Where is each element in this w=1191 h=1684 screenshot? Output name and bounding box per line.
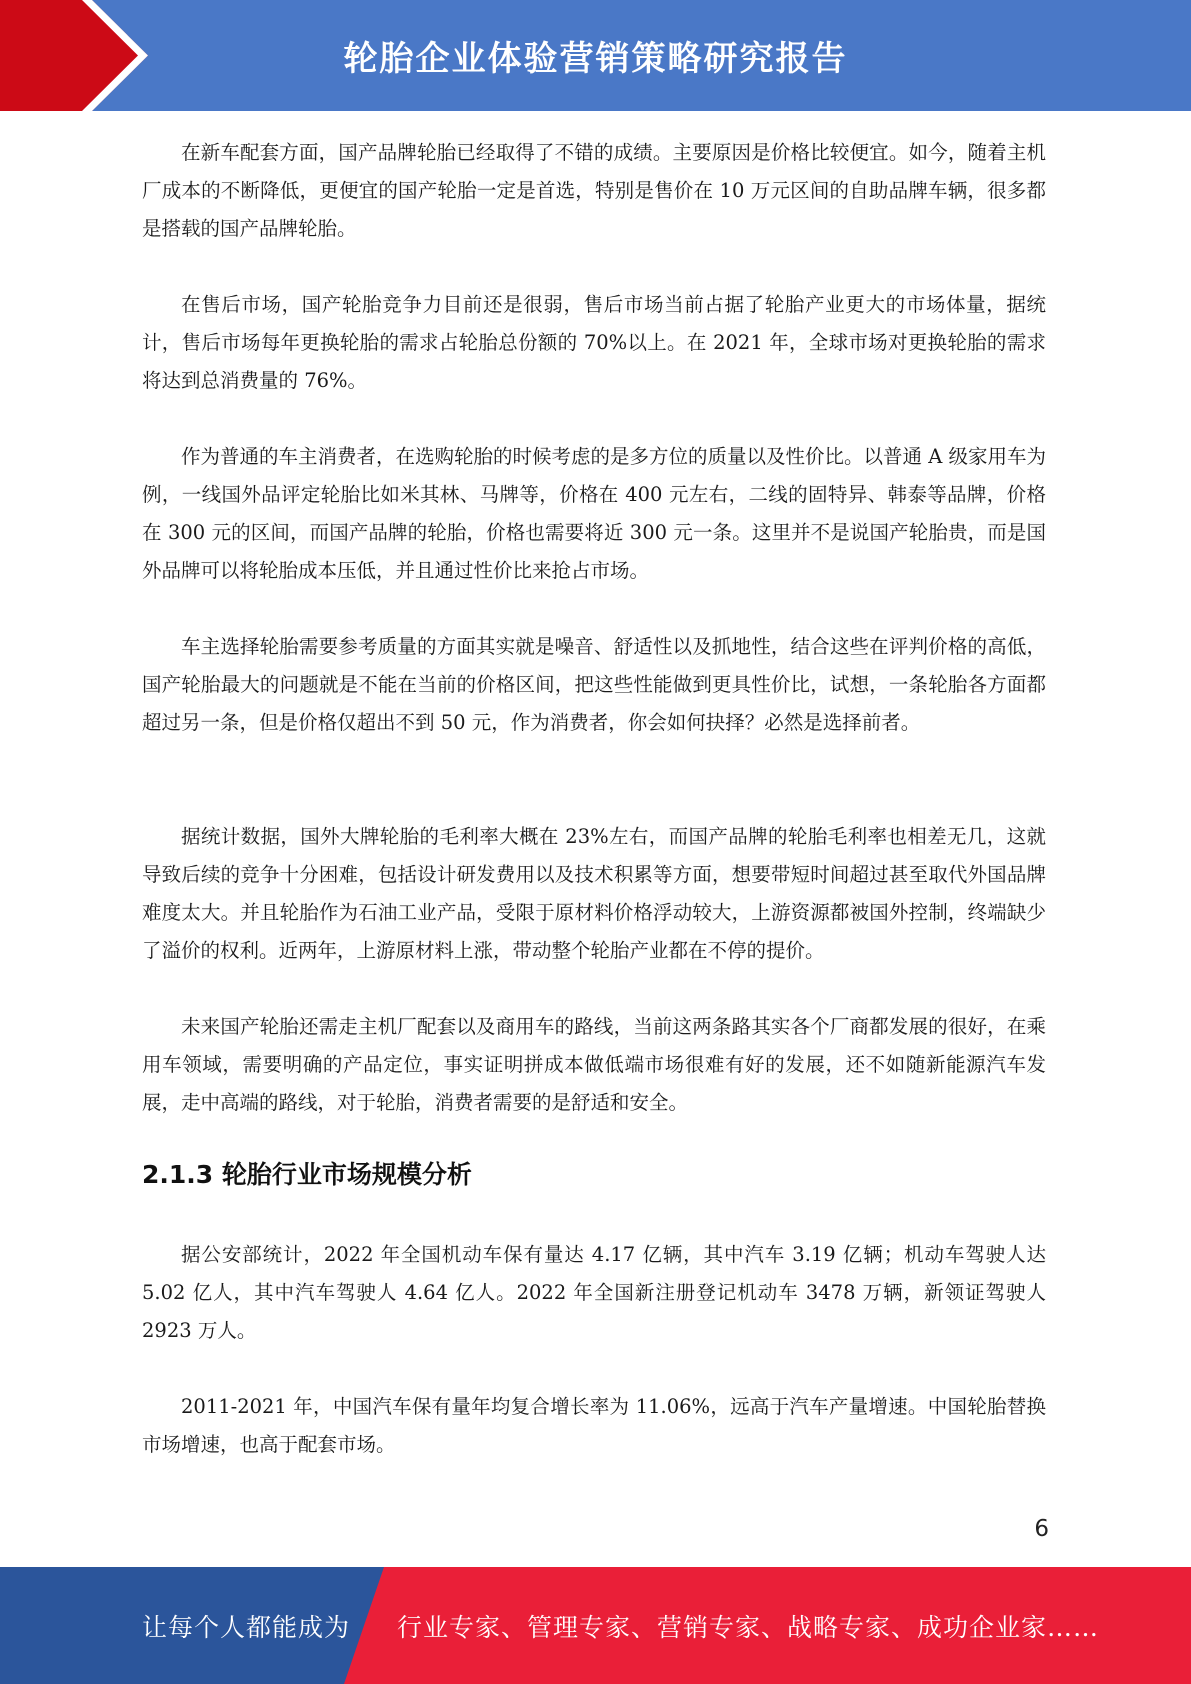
paragraph: 在新车配套方面，国产品牌轮胎已经取得了不错的成绩。主要原因是价格比较便宜。如今，随着主机厂成本的不断降低，更便宜的国产轮胎一定是首选，特别是售价在 10 万元区间的自助品牌车辆，很多都是搭载的国产品牌轮胎。 — [142, 141, 1046, 240]
footer-slogan-right: 行业专家、管理专家、营销专家、战略专家、成功企业家…… — [397, 1612, 1100, 1642]
paragraph: 未来国产轮胎还需走主机厂配套以及商用车的路线，当前这两条路其实各个厂商都发展的很好，在乘用车领域，需要明确的产品定位，事实证明拼成本做低端市场很难有好的发展，还不如随新能源汽车发展，走中高端的路线，对于轮胎，消费者需要的是舒适和安全。 — [142, 1015, 1046, 1114]
paragraph: 据公安部统计，2022 年全国机动车保有量达 4.17 亿辆，其中汽车 3.19 亿辆；机动车驾驶人达 5.02 亿人，其中汽车驾驶人 4.64 亿人。2022 年全国新注册登记机动车 3478 万辆，新领证驾驶人 2923 万人。 — [142, 1243, 1046, 1342]
paragraph: 在售后市场，国产轮胎竞争力目前还是很弱，售后市场当前占据了轮胎产业更大的市场体量，据统计，售后市场每年更换轮胎的需求占轮胎总份额的 70%以上。在 2021 年，全球市场对更换轮胎的需求将达到总消费量的 76%。 — [142, 293, 1046, 392]
page-header — [0, 0, 1191, 111]
footer-slogan-left: 让每个人都能成为 — [142, 1612, 351, 1642]
paragraph: 2011-2021 年，中国汽车保有量年均复合增长率为 11.06%，远高于汽车产量增速。中国轮胎替换市场增速，也高于配套市场。 — [142, 1395, 1046, 1456]
paragraph: 车主选择轮胎需要参考质量的方面其实就是噪音、舒适性以及抓地性，结合这些在评判价格的高低，国产轮胎最大的问题就是不能在当前的价格区间，把这些性能做到更具性价比，试想，一条轮胎各方面都超过另一条，但是价格仅超出不到 50 元，作为消费者，你会如何抉择？必然是选择前者。 — [142, 635, 1046, 734]
paragraph: 据统计数据，国外大牌轮胎的毛利率大概在 23%左右，而国产品牌的轮胎毛利率也相差无几，这就导致后续的竞争十分困难，包括设计研发费用以及技术积累等方面，想要带短时间超过甚至取代外国品牌难度太大。并且轮胎作为石油工业产品，受限于原材料价格浮动较大，上游资源都被国外控制，终端缺少了溢价的权利。近两年，上游原材料上涨，带动整个轮胎产业都在不停的提价。 — [142, 825, 1046, 962]
section-heading: 2.1.3 轮胎行业市场规模分析 — [142, 1160, 472, 1189]
paragraph: 作为普通的车主消费者，在选购轮胎的时候考虑的是多方位的质量以及性价比。以普通 A 级家用车为例，一线国外品评定轮胎比如米其林、马牌等，价格在 400 元左右，二线的固特异、韩泰等品牌，价格在 300 元的区间，而国产品牌的轮胎，价格也需要将近 300 元一条。这里并不是说国产轮胎贵，而是国外品牌可以将轮胎成本压低，并且通过性价比来抢占市场。 — [142, 445, 1046, 582]
report-title: 轮胎企业体验营销策略研究报告 — [343, 39, 848, 79]
page-footer — [0, 1567, 1191, 1684]
page-number: 6 — [1034, 1516, 1049, 1542]
